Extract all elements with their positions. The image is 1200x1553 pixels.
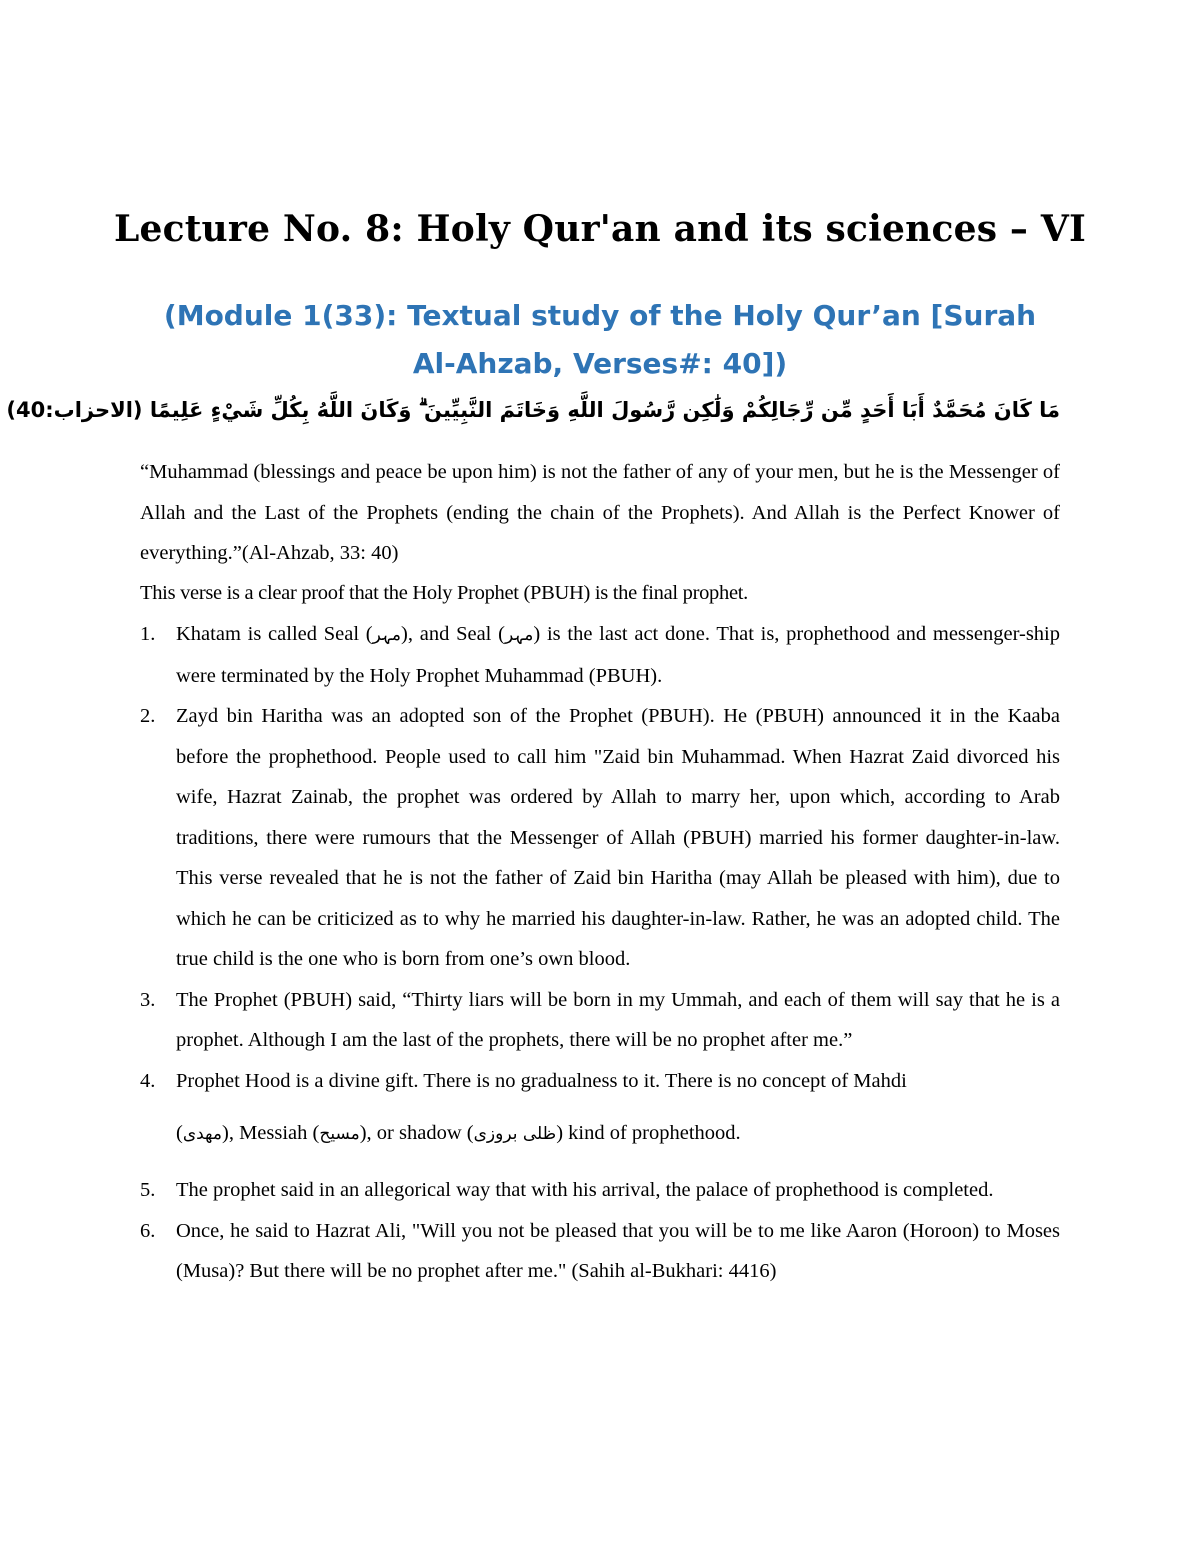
urdu-term: مھدی xyxy=(182,1124,222,1144)
list-item xyxy=(140,1061,1060,1167)
lecture-title: Lecture No. 8: Holy Qur'an and its sciences – VI xyxy=(113,208,1087,250)
item-text: ), Messiah ( xyxy=(222,1122,320,1144)
verse-translation xyxy=(140,452,1060,574)
item-text: Once, he said to Hazrat Ali, "Will you not be pleased that you will be to me like Aaron (Horoon) to Moses (Musa)? But there will be no prophet after me." (Sahih al-Bukhari: 4416) xyxy=(176,1219,1060,1282)
list-item xyxy=(140,1211,1060,1292)
item-text-line xyxy=(176,1101,1060,1166)
item-number: 4. xyxy=(140,1069,156,1092)
item-text: ) is the last act done. That is, prophethood and messenger-ship were terminated by the Holy Prophet Muhammad (PBUH). xyxy=(176,623,1060,687)
item-text: The Prophet (PBUH) said, “Thirty liars will be born in my Ummah, and each of them will say that he is a prophet. Although I am the last of the prophets, there will be no prophet after me.” xyxy=(176,988,1060,1051)
arabic-verse: مَا كَانَ مُحَمَّدٌ أَبَا أَحَدٍ مِّن رِّجَالِكُمْ وَلَٰكِن رَّسُولَ اللَّهِ وَخَاتَمَ النَّبِيِّينَ ۗ وَكَانَ اللَّهُ بِكُلِّ شَيْءٍ عَلِيمًا (الاحزاب:40) xyxy=(6,398,1060,422)
item-text: ) kind of prophethood. xyxy=(556,1122,741,1144)
list-item xyxy=(140,614,1060,696)
item-text: ), or shadow ( xyxy=(359,1122,474,1144)
item-text: The prophet said in an allegorical way that with his arrival, the palace of prophethood is completed. xyxy=(176,1179,994,1201)
item-text: Prophet Hood is a divine gift. There is no gradualness to it. There is no concept of Mahdi xyxy=(176,1069,907,1092)
urdu-term: مہر xyxy=(504,625,534,645)
list-item xyxy=(140,980,1060,1061)
translation-text: “Muhammad (blessings and peace be upon him) is not the father of any of your men, but he is the Messenger of Allah and the Last of the Prophets (ending the chain of the Prophets). And Allah is the Perfect Knower of everything.”(Al-Ahzab, 33: 40) xyxy=(140,461,1060,564)
item-text: ( xyxy=(176,1122,183,1144)
item-number: 1. xyxy=(140,623,156,645)
urdu-term: مسیح xyxy=(319,1124,360,1144)
urdu-term: مہر xyxy=(372,625,402,645)
item-number: 2. xyxy=(140,705,156,727)
list-item xyxy=(140,696,1060,980)
urdu-term: ظلی بروزی xyxy=(473,1124,557,1144)
module-subtitle: (Module 1(33): Textual study of the Holy Qur’an [Surah Al-Ahzab, Verses#: 40]) xyxy=(163,299,1037,380)
list-item xyxy=(140,1170,1060,1211)
item-text: ), and Seal ( xyxy=(401,623,505,645)
item-number: 5. xyxy=(140,1179,156,1201)
item-text: Khatam is called Seal ( xyxy=(176,623,373,645)
item-number: 6. xyxy=(140,1219,156,1242)
item-text: Zayd bin Haritha was an adopted son of the Prophet (PBUH). He (PBUH) announced it in the Kaaba before the prophethood. People used to call him "Zaid bin Muhammad. When Hazrat Zaid divorced his wife, Hazrat Zainab, the prophet was ordered by Allah to marry her, upon which, according to Arab traditions, there were rumours that the Messenger of Allah (PBUH) married his former daughter-in-law. This verse revealed that he is not the father of Zaid bin Haritha (may Allah be pleased with him), due to which he can be criticized as to why he married his daughter-in-law. Rather, he was an adopted child. The true child is the one who is born from one’s own blood. xyxy=(176,705,1060,970)
points-list xyxy=(140,614,1060,1292)
item-number: 3. xyxy=(140,988,156,1011)
lead-sentence: This verse is a clear proof that the Holy Prophet (PBUH) is the final prophet. xyxy=(140,582,748,604)
